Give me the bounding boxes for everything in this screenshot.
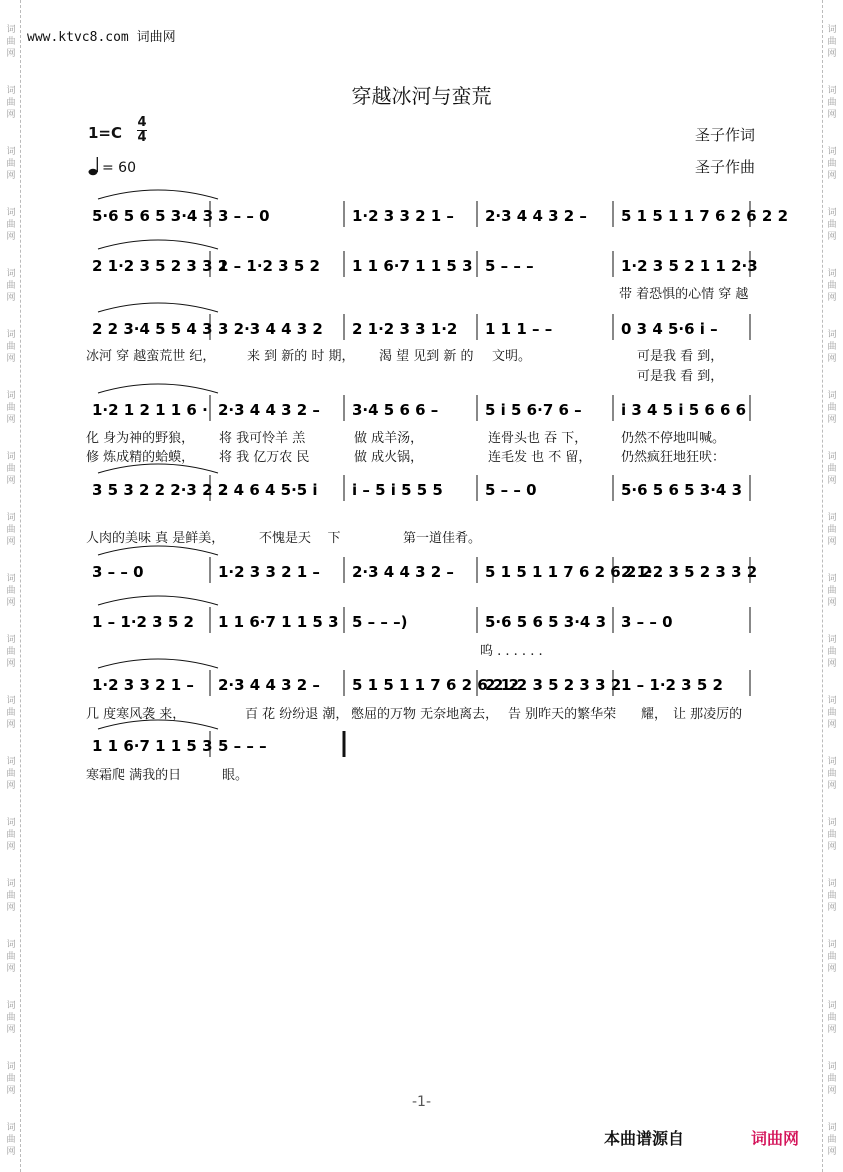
lyric-line: 可是我 看 到， (637, 349, 724, 364)
lyric-line: 将 我 亿万农 民 (219, 450, 310, 465)
watermark-text: 词 曲 网 (6, 330, 16, 364)
watermark-text: 词 曲 网 (827, 1123, 837, 1157)
slur-mark (98, 659, 218, 668)
lyric-line: 眼。 (222, 768, 249, 783)
lyric-line: 可是我 看 到， (637, 369, 724, 384)
lyric-line: 连骨头也 吞 下， (488, 431, 588, 446)
measure-notes: 2 1·2 3 5 2 3 3 2 (485, 676, 622, 694)
time-signature-denominator: 4 (137, 130, 147, 145)
measure-notes: 5 1 5 1 1 7 6 2 6 2 2 (621, 207, 789, 225)
measure-notes: 5 – – 0 (485, 481, 537, 499)
watermark-text: 词 曲 网 (6, 1123, 16, 1157)
measure-notes: 5 – – – (218, 737, 267, 755)
measure-notes: 2·3 4 4 3 2 – (485, 207, 587, 225)
watermark-text: 词 曲 网 (827, 513, 837, 547)
measure-notes: 3 – – 0 (218, 207, 270, 225)
measure-notes: 1·2 3 5 2 1 1 2·3 (621, 257, 758, 275)
watermark-text: 词 曲 网 (827, 25, 837, 59)
lyric-line: 将 我可怜羊 羔 (219, 431, 306, 446)
measure-notes: 2·3 4 4 3 2 – (218, 676, 320, 694)
measure-notes: 1 1 6·7 1 1 5 3 (352, 257, 473, 275)
tempo-value: = 60 (102, 160, 136, 176)
lyric-line: 让 那凌厉的 (673, 707, 743, 722)
measure-notes: 5 i 5 6·7 6 – (485, 401, 582, 419)
page-number: -1- (411, 1094, 431, 1110)
lyric-line: 做 成火锅， (354, 450, 424, 465)
watermark-text: 词 曲 网 (6, 1062, 16, 1096)
watermark-text: 词 曲 网 (827, 269, 837, 303)
watermark-text: 词 曲 网 (6, 1001, 16, 1035)
measure-notes: 5·6 5 6 5 3·4 3 (92, 207, 214, 225)
slur-mark (98, 596, 218, 605)
lyric-line: 修 炼成精的蛤蟆， (86, 450, 195, 465)
measure-notes: 1 – 1·2 3 5 2 (92, 613, 194, 631)
measure-notes: 1·2 1 2 1 1 6 · (92, 401, 208, 419)
watermark-text: 词 曲 网 (827, 574, 837, 608)
lyric-line: 告 别昨天的繁华荣 (508, 707, 617, 722)
lyric-line: 做 成羊汤， (354, 431, 424, 446)
watermark-text: 词 曲 网 (827, 879, 837, 913)
lyric-line: 呜 . . . . . . (480, 644, 543, 659)
watermark-text: 词 曲 网 (827, 1001, 837, 1035)
lyric-line: 第一道佳肴。 (403, 531, 482, 546)
slur-mark (98, 190, 218, 199)
watermark-text: 词 曲 网 (827, 940, 837, 974)
measure-notes: 2·3 4 4 3 2 – (218, 401, 320, 419)
measure-notes: 5 1 5 1 1 7 6 2 6 2 2 (352, 676, 520, 694)
watermark-text: 词 曲 网 (6, 879, 16, 913)
lyric-line: 人肉的美味 真 是鲜美， (86, 531, 225, 546)
watermark-text: 词 曲 网 (6, 574, 16, 608)
watermark-text: 词 曲 网 (6, 940, 16, 974)
slur-mark (98, 546, 218, 555)
measure-notes: 1·2 3 3 2 1 – (352, 207, 454, 225)
measure-notes: 5 – – – (485, 257, 534, 275)
watermark-text: 词 曲 网 (827, 391, 837, 425)
lyricist: 圣子作词 (694, 126, 755, 144)
lyric-line: 百 花 纷纷退 潮， (245, 707, 349, 722)
watermark-text: 词 曲 网 (6, 86, 16, 120)
key-signature: 1=C (88, 124, 123, 142)
watermark-text: 词 曲 网 (6, 269, 16, 303)
measure-notes: 5 – – –) (352, 613, 408, 631)
lyric-line: 冰河 穿 越蛮荒世 纪， (86, 349, 216, 364)
measure-notes: 3·4 5 6 6 – (352, 401, 439, 419)
measure-notes: 1 – 1·2 3 5 2 (218, 257, 320, 275)
slur-mark (98, 384, 218, 393)
measure-notes: 1 1 6·7 1 1 5 3 (92, 737, 213, 755)
lyric-line: 带 着恐惧的心情 穿 越 (619, 287, 749, 302)
measure-notes: 2 2 3·4 5 5 4 3 (92, 320, 213, 338)
watermark-text: 词 曲 网 (827, 757, 837, 791)
lyric-line: 仍然疯狂地狂吠： (621, 450, 726, 465)
watermark-text: 词 曲 网 (6, 818, 16, 852)
watermark-text: 词 曲 网 (6, 391, 16, 425)
measure-notes: 3 5 3 2 2 2·3 2 2 (92, 481, 229, 499)
site-url: www.ktvc8.com 词曲网 (27, 30, 176, 45)
watermark-text: 词 曲 网 (827, 696, 837, 730)
footer-brand-link[interactable]: 词曲网 (751, 1129, 800, 1148)
lyric-line: 耀， (641, 707, 668, 722)
lyric-line: 寒霜爬 满我的日 (86, 768, 182, 783)
slur-mark (98, 303, 218, 312)
measure-notes: 2 1·2 3 3 1·2 (352, 320, 458, 338)
measure-notes: 5 1 5 1 1 7 6 2 6 2 2 (485, 563, 653, 581)
measure-notes: 5·6 5 6 5 3·4 3 (485, 613, 607, 631)
watermark-text: 词 曲 网 (827, 818, 837, 852)
watermark-text: 词 曲 网 (827, 635, 837, 669)
measure-notes: 1 1 1 – – (485, 320, 553, 338)
watermark-text: 词 曲 网 (6, 635, 16, 669)
measure-notes: 2 1·2 3 5 2 3 3 2 (92, 257, 229, 275)
measure-notes: 5·6 5 6 5 3·4 3 (621, 481, 743, 499)
lyric-line: 憋屈的万物 无奈地离去， (351, 707, 499, 722)
measure-notes: 3 – – 0 (621, 613, 673, 631)
watermark-text: 词 曲 网 (827, 86, 837, 120)
footer-source-label: 本曲谱源自 (604, 1129, 685, 1148)
lyric-line: 文明。 (492, 349, 532, 364)
slur-mark (98, 240, 218, 249)
slur-mark (98, 464, 218, 473)
measure-notes: 0 3 4 5·6 i – (621, 320, 718, 338)
lyric-line: 渴 望 见到 新 的 (379, 349, 474, 364)
watermark-text: 词 曲 网 (6, 513, 16, 547)
measure-notes: 3 2·3 4 4 3 2 (218, 320, 323, 338)
watermark-text: 词 曲 网 (827, 330, 837, 364)
measure-notes: 3 – – 0 (92, 563, 144, 581)
composer: 圣子作曲 (694, 158, 755, 176)
lyric-line: 不愧是天 下 (259, 531, 341, 546)
lyric-line: 来 到 新的 时 期， (247, 349, 355, 364)
song-title: 穿越冰河与蛮荒 (351, 84, 492, 108)
watermark-text: 词 曲 网 (827, 147, 837, 181)
watermark-text: 词 曲 网 (6, 147, 16, 181)
measure-notes: i 3 4 5 i 5 6 6 6 (621, 401, 747, 419)
measure-notes: 1 1 6·7 1 1 5 3 (218, 613, 339, 631)
watermark-text: 词 曲 网 (827, 208, 837, 242)
watermark-text: 词 曲 网 (6, 757, 16, 791)
watermark-text: 词 曲 网 (827, 452, 837, 486)
measure-notes: 2 1·2 3 5 2 3 3 2 (621, 563, 758, 581)
watermark-text: 词 曲 网 (6, 452, 16, 486)
measure-notes: 2 4 6 4 5·5 i (218, 481, 318, 499)
lyric-line: 连毛发 也 不 留， (488, 450, 592, 465)
watermark-text: 词 曲 网 (6, 696, 16, 730)
lyric-line: 仍然不停地叫喊。 (621, 431, 726, 446)
time-signature-numerator: 4 (137, 115, 147, 130)
watermark-text: 词 曲 网 (6, 25, 16, 59)
watermark-text: 词 曲 网 (6, 208, 16, 242)
measure-notes: 1·2 3 3 2 1 – (92, 676, 194, 694)
measure-notes: 2·3 4 4 3 2 – (352, 563, 454, 581)
measure-notes: 1 – 1·2 3 5 2 (621, 676, 723, 694)
watermark-text: 词 曲 网 (827, 1062, 837, 1096)
lyric-line: 几 度寒风袭 来， (86, 707, 186, 722)
lyric-line: 化 身为神的野狼， (86, 431, 195, 446)
measure-notes: i – 5 i 5 5 5 (352, 481, 443, 499)
measure-notes: 1·2 3 3 2 1 – (218, 563, 320, 581)
